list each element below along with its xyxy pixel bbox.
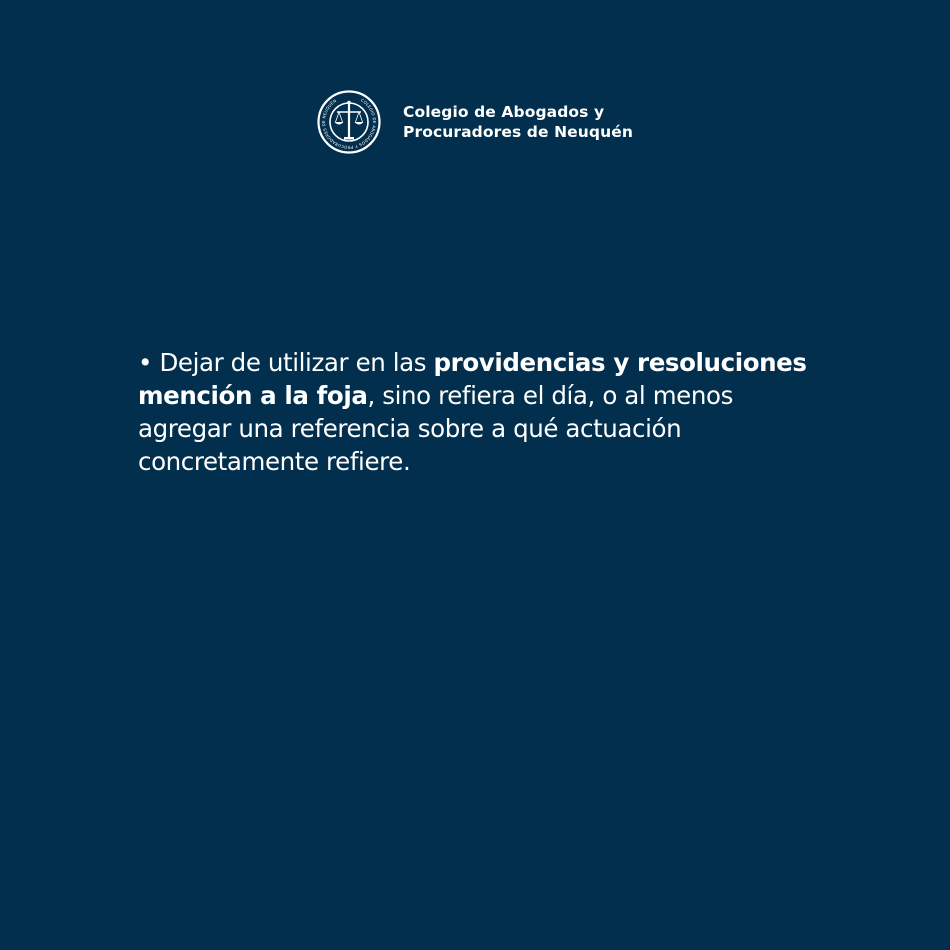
header: [317, 90, 633, 154]
bold-text-segment: providencias y resoluciones mención a la foja: [138, 348, 807, 410]
scales-of-justice-seal-icon: [317, 90, 381, 154]
svg-text:COLEGIO DE ABOGADOS Y PROCURAD: COLEGIO DE ABOGADOS Y PROCURADORES DE NEUQUÉN: [320, 97, 378, 151]
organization-name-line-2: Procuradores de Neuquén: [403, 123, 634, 141]
organization-name: [403, 102, 633, 142]
organization-name-line-1: Colegio de Abogados y: [403, 103, 605, 121]
text-segment-1: Dejar de utilizar en las: [159, 348, 434, 377]
bullet-mark: •: [138, 348, 153, 377]
bullet-paragraph: [138, 346, 828, 478]
text-segment-2: , sino refiera el día, o al menos agregar una referencia sobre a qué actuación concretamente refiere.: [138, 381, 733, 476]
